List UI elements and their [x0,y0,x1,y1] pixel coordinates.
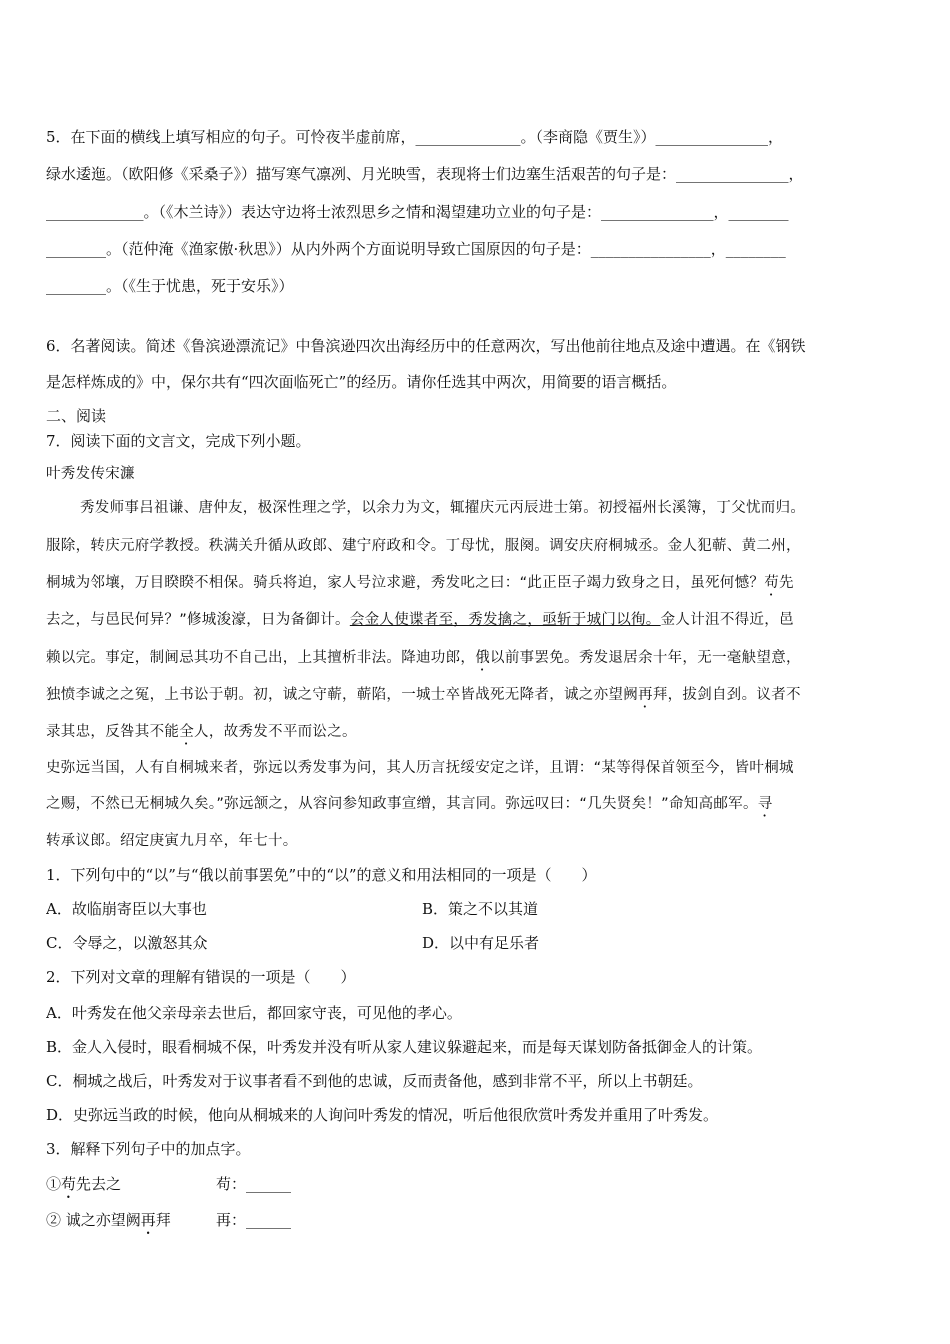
item-text: 先去之 [76,1175,122,1193]
section-heading: 二、阅读 [46,407,107,425]
sub1-stem: 1．下列句中的“以”与“俄以前事罢免”中的“以”的意义和用法相同的一项是（ ） [46,866,597,884]
q6-line-1: 6．名著阅读。简述《鲁滨逊漂流记》中鲁滨逊四次出海经历中的任意两次，写出他前往地点及途中遭遇。在《钢铁 [46,337,806,355]
passage-p1-line-6 [46,685,902,711]
passage-text: 先 [779,575,794,591]
passage-text: 以前事罢免。秀发退居余十年，无一毫觖望意， [490,650,801,666]
passage-p1-line-1: 秀发师事吕祖谦、唐仲友，极深性理之学，以余力为文，辄擢庆元丙辰进士第。初授福州长溪簿，丁父忧而归。 [80,500,806,516]
q5-line-3: _____________。（《木兰诗》）表达守边将士浓烈思乡之情和渴望建功立业的句子是：_______________，________ [46,203,789,221]
passage-p1-line-3 [46,573,902,599]
sub3-item-2 [46,1210,902,1238]
sub2-option-d[interactable]: D．史弥远当政的时候，他向从桐城来的人询问叶秀发的情况，听后他很欣赏叶秀发并重用了叶秀发。 [46,1106,719,1124]
option-b[interactable]: B．策之不以其道 [422,900,539,918]
passage-text: 赖以完。事定，制阃忌其功不自己出，上其擅析非法。降迪功郎， [46,650,476,666]
sub1-options-row-1 [46,899,902,919]
sub3-stem: 3．解释下列句子中的加点字。 [46,1140,251,1158]
passage-text: 拜，拔剑自刭。议者不 [652,687,801,703]
passage-text: 金人计沮不得近，邑 [660,612,794,628]
answer-blank-2[interactable]: 再：______ [216,1211,292,1229]
option-a[interactable]: A．故临崩寄臣以大事也 [46,900,207,918]
sub2-option-a[interactable]: A．叶秀发在他父亲母亲去世后，都回家守丧，可见他的孝心。 [46,1004,462,1022]
passage-text: 录其忠，反咎其不能 [46,724,180,740]
q5-line-4: ________。（范仲淹《渔家傲·秋思》）从内外两个方面说明导致亡国原因的句子是：________________，________ [46,240,786,258]
q5-line-2: 绿水逶迤。（欧阳修《采桑子》）描写寒气凛冽、月光映雪，表现将士们边塞生活艰苦的句子是：_______________， [46,165,804,183]
dotted-char: 俄 [475,650,491,666]
passage-text: 之赐，不然已无桐城久矣。”弥远颔之，从容问参知政事宣缯，其言同。弥远叹曰：“几失贤矣！”命知高邮军。 [46,796,758,812]
sub2-option-c[interactable]: C．桐城之战后，叶秀发对于议事者看不到他的忠诚，反而责备他，感到非常不平，所以上书朝廷。 [46,1072,703,1090]
q5-line-5: ________。（《生于忧患，死于安乐》） [46,277,294,295]
underlined-sentence: 会金人使谍者至，秀发擒之，亟斩于城门以徇。 [349,612,661,628]
option-c[interactable]: C．令辱之，以激怒其众 [46,934,208,952]
passage-p1-line-4 [46,610,902,630]
dotted-char: 再 [638,687,653,703]
item-prefix: ② 诚之亦望阙 [46,1211,141,1229]
dotted-char: 全 [179,724,195,740]
sub1-options-row-2 [46,933,902,953]
passage-p2-line-1: 史弥远当国，人有自桐城来者，弥远以秀发事为问，其人历言抚绥安定之详，且谓：“某等得保首领至今，皆叶桐城 [46,760,794,776]
passage-p2-line-3: 转承议郎。绍定庚寅九月卒，年七十。 [46,833,298,849]
item-text: 拜 [155,1211,171,1229]
passage-title: 叶秀发传宋濂 [46,466,135,482]
dotted-char: 再 [140,1211,156,1229]
dotted-char: 寻 [757,796,773,812]
sub2-stem: 2．下列对文章的理解有错误的一项是（ ） [46,968,356,986]
passage-text: 桐城为邻壤，万目睽睽不相保。骑兵将迫，家人号泣求避，秀发叱之曰：“此正臣子竭力致身之日，虽死何憾？ [46,575,765,591]
passage-text: 人，故秀发不平而讼之。 [194,724,357,740]
passage-text: 独愤李诚之之冤，上书讼于朝。初，诚之守蕲，蕲陷，一城士卒皆战死无降者，诚之亦望阙 [46,687,638,703]
passage-p1-line-2: 服除，转庆元府学教授。秩满关升循从政郎、建宁府政和令。丁母忧，服阕。调安庆府桐城丞。金人犯蕲、黄二州， [46,538,801,554]
dotted-char: 苟 [61,1175,77,1193]
answer-blank-1[interactable]: 苟：______ [216,1175,292,1193]
option-d[interactable]: D．以中有足乐者 [422,934,540,952]
dotted-char: 苟 [764,575,780,591]
passage-text: 去之，与邑民何异？”修城浚濠，日为备御计。 [46,612,350,628]
passage-p1-line-7 [46,722,902,748]
sub3-item-1 [46,1174,902,1202]
passage-p1-line-5 [46,648,902,674]
sub2-option-b[interactable]: B．金人入侵时，眼看桐城不保，叶秀发并没有听从家人建议躲避起来，而是每天谋划防备抵御金人的计策。 [46,1038,763,1056]
q6-line-2: 是怎样炼成的》中，保尔共有“四次面临死亡”的经历。请你任选其中两次，用简要的语言概括。 [46,373,677,391]
q5-line-1: 5．在下面的横线上填写相应的句子。可怜夜半虚前席，______________。（李商隐《贾生》）_______________， [46,128,784,146]
passage-p2-line-2 [46,794,902,820]
q7-intro: 7．阅读下面的文言文，完成下列小题。 [46,432,311,450]
item-prefix: ① [46,1175,62,1193]
